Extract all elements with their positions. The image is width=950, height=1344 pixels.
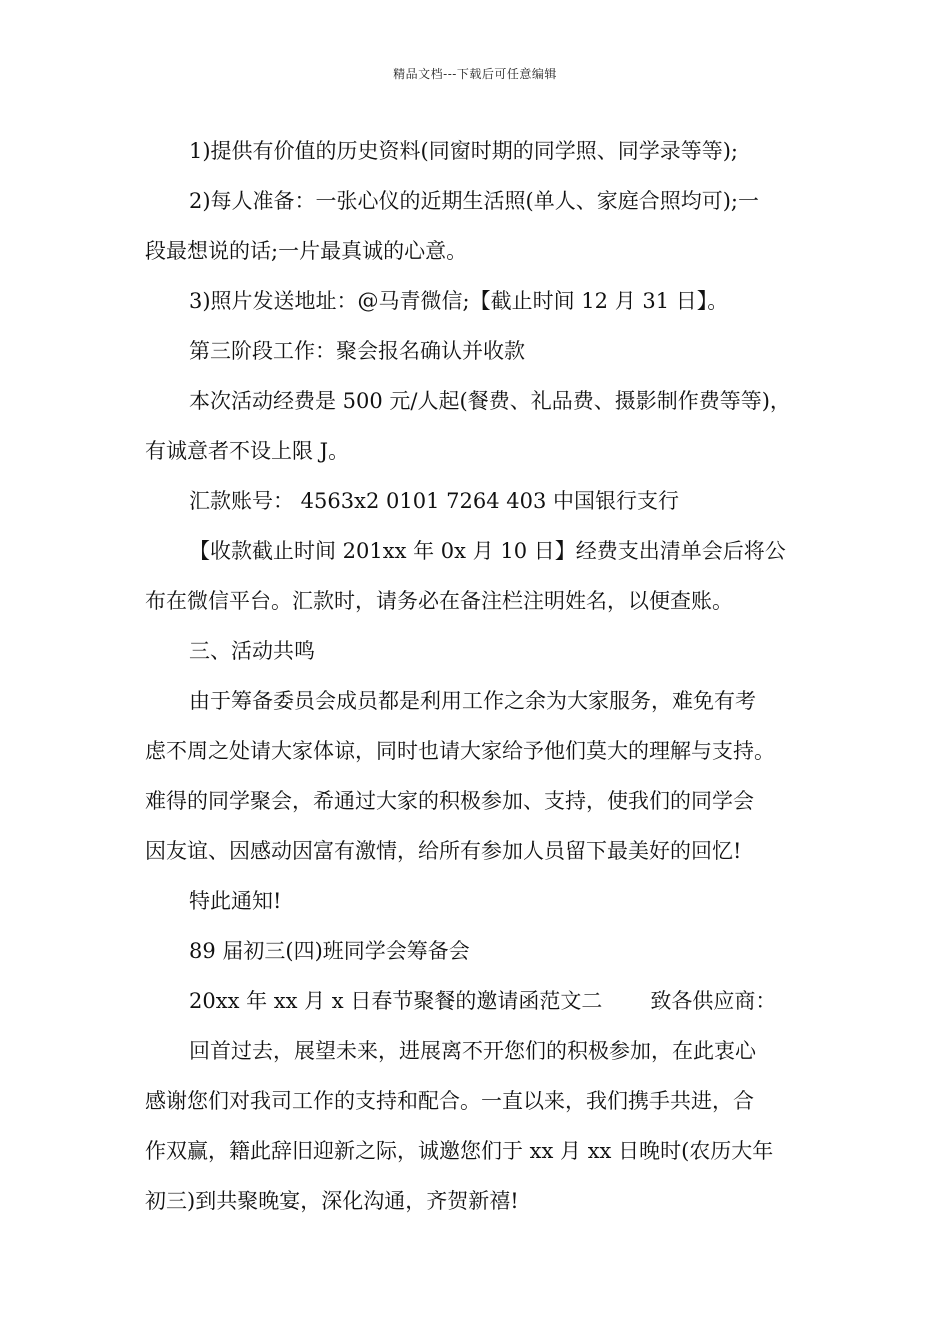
paragraph-line: 布在微信平台。汇款时，请务必在备注栏注明姓名，以便查账。 <box>145 589 733 613</box>
paragraph-line: 回首过去，展望未来，进展离不开您们的积极参加，在此衷心 <box>189 1039 756 1063</box>
paragraph-line: 本次活动经费是 500 元/人起(餐费、礼品费、摄影制作费等等)， <box>189 389 791 413</box>
paragraph-line: 3)照片发送地址：@马青微信;【截止时间 12 月 31 日】。 <box>189 289 729 313</box>
closing-line: 特此通知! <box>189 889 282 913</box>
section-heading: 第三阶段工作：聚会报名确认并收款 <box>189 339 525 363</box>
page-header: 精品文档---下载后可任意编辑 <box>393 67 557 81</box>
title-line <box>145 976 810 1026</box>
paragraph-line: 初三)到共聚晚宴，深化沟通，齐贺新禧! <box>145 1189 519 1213</box>
bank-account-line: 汇款账号： 4563x2 0101 7264 403 中国银行支行 <box>189 489 679 513</box>
paragraph-line: 1)提供有价值的历史资料(同窗时期的同学照、同学录等等); <box>189 139 739 163</box>
paragraph-line: 【收款截止时间 201xx 年 0x 月 10 日】经费支出清单会后将公 <box>189 539 786 563</box>
paragraph-line: 因友谊、因感动因富有激情，给所有参加人员留下最美好的回忆! <box>145 839 742 863</box>
paragraph-line: 2)每人准备：一张心仪的近期生活照(单人、家庭合照均可);一 <box>189 189 760 213</box>
document-body <box>145 126 810 1226</box>
paragraph-line: 段最想说的话;一片最真诚的心意。 <box>145 239 468 263</box>
section-heading: 三、活动共鸣 <box>189 639 315 663</box>
paragraph-line: 由于筹备委员会成员都是利用工作之余为大家服务，难免有考 <box>189 689 756 713</box>
signature-line: 89 届初三(四)班同学会筹备会 <box>189 939 470 963</box>
paragraph-line: 虑不周之处请大家体谅，同时也请大家给予他们莫大的理解与支持。 <box>145 739 775 763</box>
salutation: 致各供应商： <box>650 989 777 1013</box>
paragraph-line: 有诚意者不设上限 J。 <box>145 439 350 463</box>
document-title: 20xx 年 xx 月 x 日春节聚餐的邀请函范文二 <box>189 989 603 1013</box>
paragraph-line: 作双赢，籍此辞旧迎新之际，诚邀您们于 xx 月 xx 日晚时(农历大年 <box>145 1139 774 1163</box>
paragraph-line: 感谢您们对我司工作的支持和配合。一直以来，我们携手共进，合 <box>145 1089 754 1113</box>
paragraph-line: 难得的同学聚会，希通过大家的积极参加、支持，使我们的同学会 <box>145 789 754 813</box>
